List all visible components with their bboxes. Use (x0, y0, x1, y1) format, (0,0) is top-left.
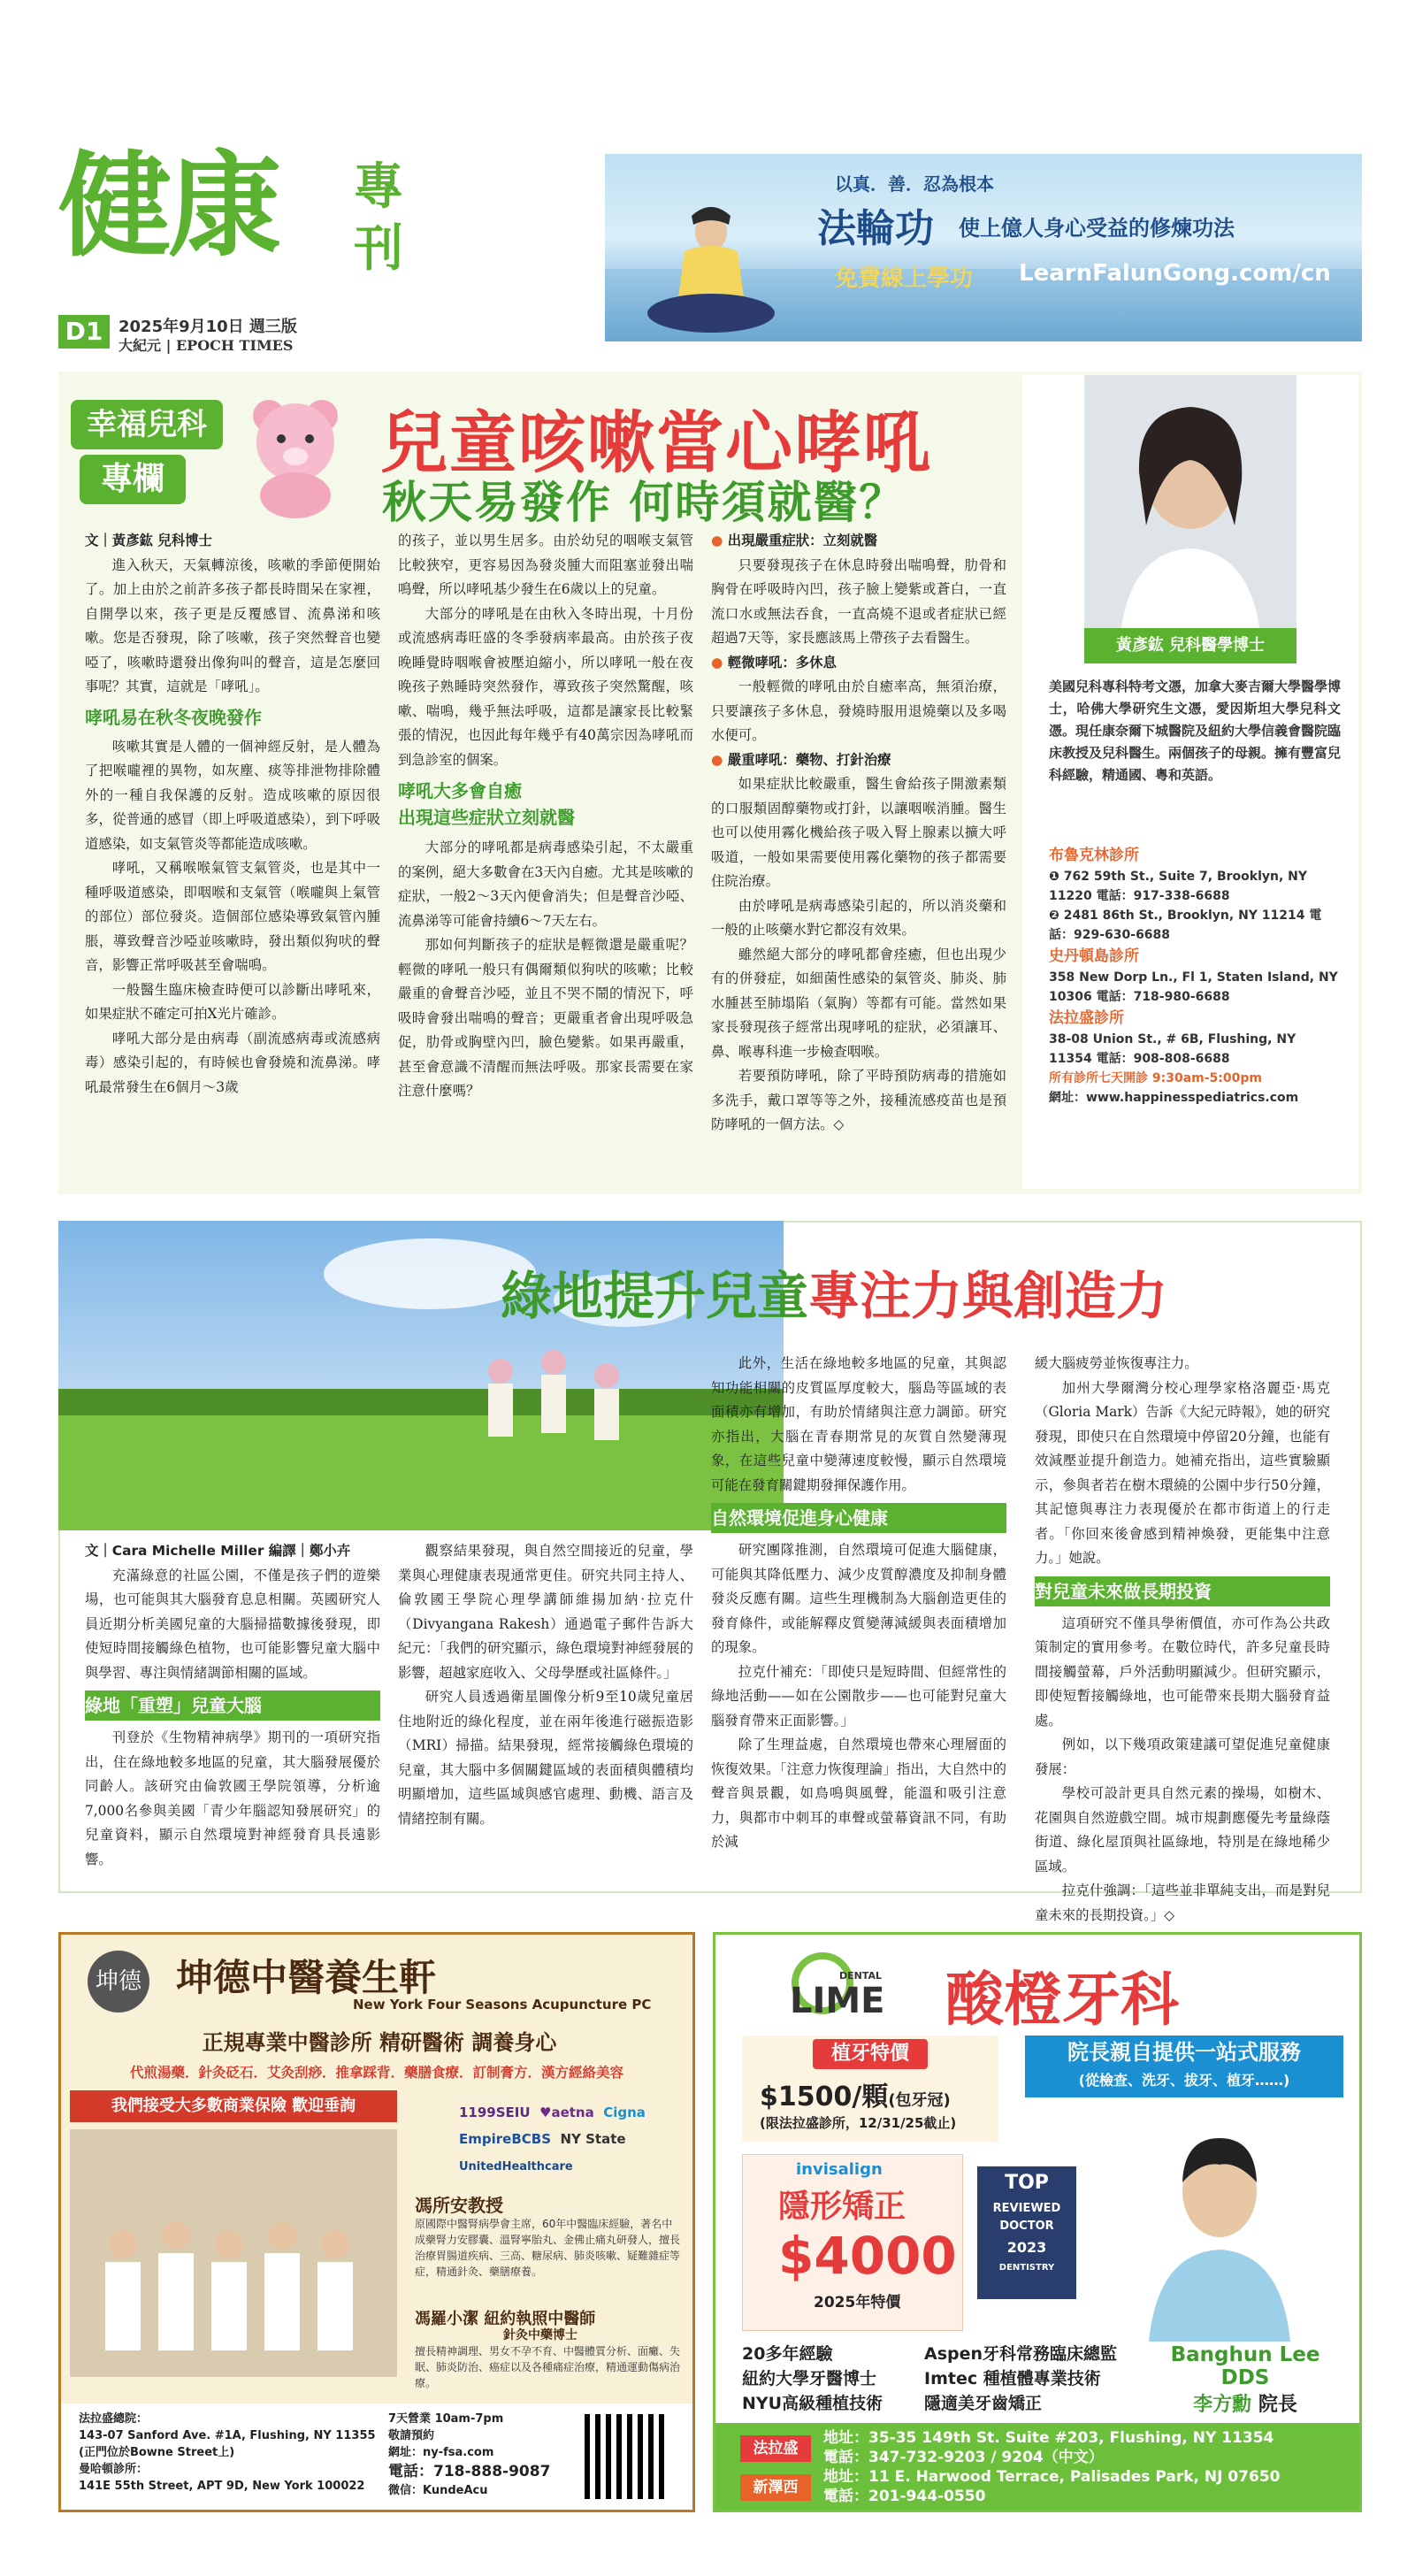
top-doctor-badge: TOP REVIEWED DOCTOR 2023 DENTISTRY (977, 2166, 1076, 2299)
tcm-hours: 7天營業 10am-7pm (388, 2412, 504, 2426)
tcm-staff-photo (70, 2129, 397, 2377)
article2-col4 (1035, 1352, 1330, 1928)
location-tag: 法拉盛 (740, 2435, 811, 2462)
paragraph: 觀察結果發現，與自然空間接近的兒童，學業與心理健康表現通常更佳。研究共同主持人、倫敦國王學院心理學講師維揚加納·拉克什（Divyangana Rakesh）通過電子郵件告訴大紀元：「我們的研究顯示，綠色環境對神經發展的影響，超越家庭收入、父母學歷或社區條件。」 (398, 1543, 693, 1681)
clinic-list (1049, 844, 1341, 1108)
credential: Aspen牙科常務臨床總監 (924, 2344, 1118, 2364)
paragraph: 除了生理益處，自然環境也帶來心理層面的恢復效果。「注意力恢復理論」指出，大自然中的聲音與景觀，如鳥鳴與風聲，能溫和吸引注意力，與都市中刺耳的車聲或螢幕資訊不同，有助於減 (711, 1736, 1006, 1850)
paragraph: 哮吼大部分是由病毒（副流感病毒或流感病毒）感染引起的，有時候也會發燒和流鼻涕。哮吼最常發生在6個月～3歲 (85, 1030, 380, 1095)
paragraph: 只要發現孩子在休息時發出喘鳴聲，肋骨和胸骨在呼吸時內凹，孩子臉上變紫或蒼白，一直流口水或無法吞食，一直高燒不退或者症狀已經超過7天等，家長應該馬上帶孩子去看醫生。 (711, 556, 1006, 646)
insurer-logo: EmpireBCBS (459, 2131, 552, 2147)
falun-free: 免費線上學功 (835, 265, 974, 292)
clinic-hours: 所有診所七天開診 9:30am-5:00pm (1049, 1071, 1262, 1085)
tcm-name: 坤德中醫養生軒 (176, 1956, 437, 1999)
dentist-name: Banghun Lee DDS 李方勳 院長 (1170, 2343, 1320, 2416)
insurer-logo: NY State (560, 2131, 626, 2147)
clinic-name: 布魯克林診所 (1049, 847, 1139, 864)
tcm-addr-head: 曼哈頓診所： (79, 2463, 149, 2476)
lime-logo: LIME (790, 1981, 885, 2021)
paragraph: 若要預防哮吼，除了平時預防病毒的措施如多洗手，戴口罩等等之外，接種流感疫苗也是預防哮吼的一個方法。◇ (711, 1068, 1006, 1132)
column-badge (71, 400, 223, 510)
article1-title: 兒童咳嗽當心哮吼 (380, 403, 932, 482)
insurer-logo: ♥aetna (539, 2104, 594, 2120)
bullet-icon: ● (711, 533, 728, 548)
section-suffix-1: 專 (354, 158, 403, 216)
title-green: 綠地提升兒童 (501, 1266, 809, 1326)
qr-code-icon[interactable] (585, 2414, 669, 2499)
credentials-right (924, 2342, 1145, 2416)
section-title: 健康 (58, 141, 279, 272)
tcm-doc2-bio: 擅長精神調理、男女不孕不育、中醫體質分析、面癱、失眠、肺炎防治、癌症以及各種痛症治療，精通運動傷病治療。 (415, 2345, 681, 2389)
article1-col3 (711, 529, 1006, 1138)
dentist-photo (1131, 2112, 1308, 2342)
article2-title (501, 1254, 1167, 1329)
falun-title: 法輪功 (817, 206, 934, 251)
tcm-footer (61, 2404, 692, 2510)
doctor-box (1022, 375, 1358, 1189)
tcm-phone[interactable]: 電話：718-888-9087 (388, 2463, 551, 2480)
subheading: 自然環境促進身心健康 (711, 1503, 1006, 1533)
credential: Imtec 種植體專業技術 (924, 2369, 1101, 2388)
paragraph: 進入秋天，天氣轉涼後，咳嗽的季節便開始了。加上由於之前許多孩子都長時間呆在家裡，自開學以來，孩子更是反覆感冒、流鼻涕和咳嗽。您是否發現，除了咳嗽，孩子突然聲音也變啞了，咳嗽時還發出像狗叫的聲音，這是怎麼回事呢？其實，這就是「哮吼」。 (85, 556, 380, 694)
subheading: 對兒童未來做長期投資 (1035, 1576, 1330, 1606)
tcm-insurance-banner: 我們接受大多數商業保險 歡迎垂詢 (70, 2090, 397, 2122)
article2-col3 (711, 1352, 1006, 1855)
tcm-doc2-title2: 針灸中藥博士 (503, 2328, 577, 2342)
credential: 隱適美牙齒矯正 (924, 2394, 1043, 2413)
title-red: 專注力與創造力 (808, 1266, 1168, 1326)
doctor-photo (1084, 375, 1296, 640)
insurer-logo: 1199SEIU (459, 2104, 531, 2120)
promo-head: 植牙特價 (813, 2039, 928, 2069)
paragraph: 大部分的哮吼都是病毒感染引起，不太嚴重的案例，絕大多數會在3天內自癒。尤其是咳嗽的症狀，一般2～3天內便會消失；但是聲音沙啞、流鼻涕等可能會持續6～7天左右。 (398, 840, 693, 929)
paragraph: 研究人員透過衛星圖像分析9至10歲兒童居住地附近的綠化程度，並在兩年後進行磁振造影（MRI）掃描。結果發現，經常接觸綠色環境的兒童，其大腦中多個關鍵區域的表面積與體積均明顯增加，這些區域與感官處理、動機、語言及情緒控制有關。 (398, 1689, 693, 1827)
dentist-portrait (1131, 2112, 1308, 2342)
paragraph: 如果症狀比較嚴重，醫生會給孩子開激素類的口服類固醇藥物或打針，以讓咽喉消腫。醫生也可以使用霧化機給孩子吸入腎上腺素以擴大呼吸道，一般如果需要使用霧化藥物的孩子都需要住院治療。 (711, 776, 1006, 889)
paragraph: 充滿綠意的社區公園，不僅是孩子們的遊樂場，也可能與其大腦發育息息相關。英國研究人員近期分析美國兒童的大腦掃描數據後發現，即使短時間接觸綠色植物，也可能影響兒童大腦中與學習、專注與情緒調節相關的區域。 (85, 1567, 380, 1681)
bullet-heading: ● 嚴重哮吼：藥物、打針治療 (711, 751, 891, 768)
bullet-icon: ● (711, 751, 728, 768)
tcm-addr-head: 法拉盛總院： (79, 2412, 149, 2426)
clinic-address: ❷ 2481 86th St., Brooklyn, NY 11214 電話：929-630-6688 (1049, 908, 1322, 942)
tcm-addr: 141E 55th Street, APT 9D, New York 100022 (79, 2480, 365, 2493)
promo-price: $1500/顆(包牙冠) (760, 2082, 951, 2112)
bullet-heading: ● 輕微哮吼：多休息 (711, 654, 837, 671)
falun-tagline: 以真．善．忍為根本 (835, 173, 994, 195)
article2-byline: 文｜Cara Michelle Miller 編譯｜鄭小卉 (85, 1543, 351, 1559)
paragraph: 緩大腦疲勞並恢復專注力。 (1035, 1355, 1198, 1371)
tcm-wechat: 微信：KundeAcu (388, 2484, 488, 2497)
paragraph: 這項研究不僅具學術價值，亦可作為公共政策制定的實用參考。在數位時代，許多兒童長時間接觸螢幕，戶外活動明顯減少。但研究顯示，即使短暫接觸綠地，也可能帶來長期大腦發育益處。 (1035, 1614, 1330, 1729)
paragraph: 拉克什強調：「這些並非單純支出，而是對兒童未來的長期投資。」◇ (1035, 1882, 1330, 1923)
insurer-logo: UnitedHealthcare (459, 2160, 573, 2174)
bullet-heading: ● 出現嚴重症狀：立刻就醫 (711, 533, 878, 548)
paragraph: 由於哮吼是病毒感染引起的，所以消炎藥和一般的止咳藥水對它都沒有效果。 (711, 897, 1006, 938)
credentials-left (742, 2342, 937, 2416)
implant-promo (742, 2036, 998, 2142)
subheading: 哮吼易在秋冬夜晚發作 (85, 706, 262, 728)
tcm-name-en: New York Four Seasons Acupuncture PC (353, 1997, 652, 2012)
subheading: 哮吼大多會自癒 (398, 780, 522, 801)
section-suffix-2: 刊 (354, 220, 403, 278)
tcm-doc1-bio: 原國際中醫腎病學會主席，60年中醫臨床經驗，著名中成藥腎力安膠囊、溫腎寧胎丸、金佛止痛丸研發人，擅長治療胃腸道疾病、三高、糖尿病、肺炎咳嗽、疑難雜症等症，精通針灸、藥膳療養。 (415, 2218, 681, 2278)
paragraph: 雖然絕大部分的哮吼都會痊癒，但也出現少有的併發症，如細菌性感染的氣管炎、肺炎、肺水腫甚至肺塌陷（氣胸）等都有可能。當然如果家長發現孩子經常出現哮吼的症狀，必須讓耳、鼻、喉專科進一步檢查咽喉。 (711, 946, 1006, 1060)
promo-note: (限法拉盛診所，12/31/25截止) (760, 2115, 957, 2131)
article1-col1 (85, 529, 380, 1100)
teddy-bear-icon (233, 389, 357, 522)
subheading: 綠地「重塑」兒童大腦 (85, 1690, 380, 1721)
paragraph: 加州大學爾灣分校心理學家格洛麗亞·馬克（Gloria Mark）告訴《大紀元時報》，她的研究發現，即使只在自然環境中停留20分鐘，也能有效減壓並提升創造力。她補充指出，這些實驗顯示，參與者若在樹木環繞的公園中步行50分鐘，其記憶與專注力表現優於在都市街道上的行走者。「你回來後會感到精神煥發，更能集中注意力。」她說。 (1035, 1379, 1330, 1566)
insurance-logos (459, 2099, 689, 2179)
falun-gong-ad[interactable] (605, 154, 1362, 341)
location-details: 地址：11 E. Harwood Terrace, Palisades Park, NJ 07650 電話：201-944-0550 (823, 2468, 1281, 2505)
paragraph: 拉克什補充：「即使只是短時間、但經常性的綠地活動——如在公園散步——也可能對兒童大腦發育帶來正面影響。」 (711, 1663, 1006, 1729)
invisalign-title: 隱形矯正 (778, 2189, 906, 2225)
clinic-name: 史丹頓島診所 (1049, 947, 1139, 965)
paragraph: 例如，以下幾項政策建議可望促進兒童健康發展： (1035, 1736, 1330, 1777)
tcm-ad[interactable] (58, 1932, 695, 2512)
paragraph: 一般輕微的哮吼由於自癒率高，無須治療，只要讓孩子多休息，發燒時服用退燒藥以及多喝水便可。 (711, 678, 1006, 743)
paragraph: 咳嗽其實是人體的一個神經反射，是人體為了把喉嚨裡的異物，如灰塵、痰等排泄物排除體外的一種自我保護的反射。造成咳嗽的原因很多，從普通的感冒（即上呼吸道感染），到下呼吸道感染，如支氣管炎等都能造成咳嗽。 (85, 738, 380, 852)
falun-subtitle: 使上億人身心受益的修煉功法 (959, 215, 1235, 241)
article1-subtitle: 秋天易發作 何時須就醫？ (382, 477, 906, 528)
tcm-services: 代煎湯藥．針灸砭石．艾灸刮痧．推拿踩背．藥膳食療．訂制膏方．漢方經絡美容 (129, 2065, 623, 2081)
tcm-doc2-title: 馮羅小潔 紐約執照中醫師 (415, 2310, 596, 2328)
article1-col2 (398, 529, 693, 1104)
tcm-appt: 敬請預約 (388, 2429, 435, 2442)
dental-ad[interactable] (713, 1932, 1362, 2512)
invisalign-year: 2025年特價 (814, 2294, 901, 2312)
invisalign-logo: invisalign (796, 2160, 883, 2179)
paper-name: 大紀元 | EPOCH TIMES (119, 337, 294, 354)
falun-url[interactable]: LearnFalunGong.com/cn (1019, 260, 1331, 287)
location-tag: 新澤西 (740, 2474, 811, 2501)
location-details: 地址：35-35 149th St. Suite #203, Flushing, NY 11354 電話：347-732-9203 / 9204（中文） (823, 2429, 1274, 2466)
paragraph: 刊登於《生物精神病學》期刊的一項研究指出，住在綠地較多地區的兒童，其大腦發展優於同齡人。該研究由倫敦國王學院領導，分析逾7,000名參與美國「青少年腦認知發展研究」的兒童資料，顯示自然環境對神經發育具長遠影響。 (85, 1729, 380, 1867)
paragraph: 哮吼，又稱喉喉氣管支氣管炎，也是其中一種呼吸道感染，即咽喉和支氣管（喉嚨與上氣管的部位）部位發炎。造個部位感染導致氣管內腫脹，導致聲音沙啞並咳嗽時，發出類似狗吠的聲音，影響正常呼吸甚至會喘鳴。 (85, 860, 380, 973)
services-banner (1025, 2036, 1343, 2097)
paragraph: 此外，生活在綠地較多地區的兒童，其與認知功能相關的皮質區厚度較大，腦島等區域的表面積亦有增加，有助於情緒與注意力調節。研究亦指出，大腦在青春期常見的灰質自然變薄現象，在這些兒童中變薄速度較慢，顯示自然環境可能在發育關鍵期發揮保護作用。 (711, 1355, 1006, 1493)
credential: NYU高級種植技術 (742, 2394, 883, 2413)
lime-logo-small: DENTAL (839, 1970, 883, 1982)
subheading: 出現這些症狀立刻就醫 (398, 807, 575, 828)
paragraph: 的孩子，並以男生居多。由於幼兒的咽喉支氣管比較狹窄，更容易因為發炎腫大而阻塞並發出喘鳴聲，所以哮吼基少發生在6歲以上的兒童。 (398, 533, 693, 597)
doctor-portrait (1084, 375, 1296, 640)
invisalign-price: $4000 (778, 2226, 957, 2286)
paragraph: 那如何判斷孩子的症狀是輕微還是嚴重呢？輕微的哮吼一般只有偶爾類似狗吠的咳嗽；比較嚴重的會聲音沙啞，並且不哭不鬧的情況下，呼吸時會發出喘鳴的聲音；更嚴重者會出現呼吸急促，肋骨或胸壁內凹，臉色變紫。如果再嚴重，甚至會意識不清醒而無法呼吸。那家長需要在家注意什麼嗎？ (398, 937, 693, 1099)
article1-byline: 文｜黃彥鈜 兒科博士 (85, 533, 212, 548)
dental-footer (715, 2423, 1359, 2510)
staff-group (70, 2129, 397, 2377)
clinic-name: 法拉盛診所 (1049, 1009, 1124, 1027)
tcm-addr: 143-07 Sanford Ave. #1A, Flushing, NY 11355 (79, 2429, 376, 2442)
credential: 紐約大學牙醫博士 (742, 2369, 877, 2388)
doctor-bio: 美國兒科專科特考文憑，加拿大麥吉爾大學醫學博士，哈佛大學研究生文憑，愛因斯坦大學兒科文憑。現任康奈爾下城醫院及紐約大學信義會醫院臨床教授及兒科醫生。兩個孩子的母親。擁有豐富兒科經驗，精通國、粵和英語。 (1049, 678, 1342, 783)
bullet-icon: ● (711, 654, 728, 671)
dental-name: 酸橙牙科 (945, 1966, 1179, 2034)
tcm-doc1-title: 馮所安教授 (415, 2195, 503, 2216)
services-sub: (從檢查、洗牙、拔牙、植牙……) (1078, 2072, 1290, 2089)
tcm-slogan: 正規專業中醫診所 精研醫術 調養身心 (202, 2029, 557, 2055)
invisalign-promo (742, 2154, 963, 2331)
paragraph: 大部分的哮吼是在由秋入冬時出現，十月份或流感病毒旺盛的冬季發病率最高。由於孩子夜晚睡覺時咽喉會被壓迫縮小，所以哮吼一般在夜晚孩子熟睡時突然發作，導致孩子突然驚醒，咳嗽、喘鳴，幾乎無法呼吸，這都是讓家長比較緊張的情況，也因此每年幾乎有40萬宗因為哮吼而到急診室的個案。 (398, 605, 693, 768)
issue-date: 2025年9月10日 週三版 (119, 318, 297, 336)
article2-col2 (398, 1539, 693, 1831)
services-head: 院長親自提供一站式服務 (1067, 2040, 1301, 2065)
tcm-web[interactable]: 網址：ny-fsa.com (388, 2446, 494, 2459)
meditator-figure (640, 180, 782, 340)
credential: 20多年經驗 (742, 2344, 833, 2364)
article2-col1 (85, 1539, 380, 1872)
column-badge-top: 幸福兒科 (71, 400, 223, 449)
insurer-logo: Cigna (603, 2104, 646, 2120)
doctor-caption: 黃彥鈜 兒科醫學博士 (1084, 628, 1296, 663)
paragraph: 學校可設計更具自然元素的操場，如樹木、花園與自然遊戲空間。城市規劃應優先考量綠蔭街道、綠化屋頂與社區綠地，特別是在綠地稀少區域。 (1035, 1785, 1330, 1874)
column-badge-bottom: 專欄 (80, 455, 186, 504)
clinic-website[interactable]: 網址：www.happinesspediatrics.com (1049, 1091, 1299, 1105)
paragraph: 研究團隊推測，自然環境可促進大腦健康，可能與其降低壓力、減少皮質醇濃度及抑制身體發炎反應有關。這些生理機制為大腦創造更佳的發育條件，或能解釋皮質變薄減緩與表面積增加的現象。 (711, 1542, 1006, 1655)
clinic-address: 358 New Dorp Ln., Fl 1, Staten Island, NY 10306 電話：718-980-6688 (1049, 970, 1338, 1004)
tcm-addr-note: (正門位於Bowne Street上) (79, 2446, 235, 2459)
tcm-logo: 坤德 (88, 1951, 149, 2012)
page-number: D1 (58, 315, 110, 349)
paragraph: 一般醫生臨床檢查時便可以診斷出哮吼來，如果症狀不確定可拍X光片確診。 (85, 981, 380, 1022)
clinic-address: ❶ 762 59th St., Suite 7, Brooklyn, NY 11220 電話：917-338-6688 (1049, 870, 1308, 903)
clinic-address: 38-08 Union St., # 6B, Flushing, NY 11354 電話：908-808-6688 (1049, 1032, 1296, 1066)
